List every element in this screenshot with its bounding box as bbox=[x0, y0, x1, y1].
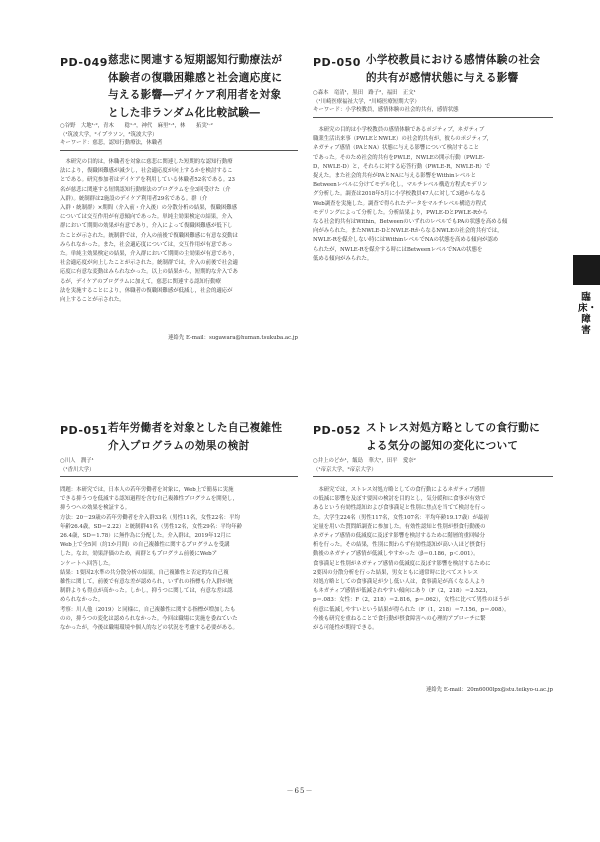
abstract-title: 若年労働者を対象とした自己複雑性 介入プログラムの効果の検討 bbox=[108, 422, 283, 452]
abstract-body: 本研究では，ストレス対処方略としての食行動によるネガティブ感情 の低減に影響を及ぼす要因の検討を目的とし，気分緩和に食事が有効で あるという有効性認知および食事満足と性別に焦点を当てて検討を行っ た。大学生224名（男性117名，女性107名：平均年齢19.17歳）が最初 定量を用いた質問紙調査に参加した。有効性認知と性別が摂食行動後の ネガティブ感情の低減度に及ぼす影響を検討するために階層的重回帰分 析を行った。その結果，性別に関わらず有効性認知が高い人ほど摂食行 動後のネガティブ感情が低減しやすかった（β＝0.186，p＜.001）。 食事満足と性別がネガティブ感情の低減度に及ぼす影響を検討するために 2要因の分散分析を行った結果，男女ともに通常時に比べてストレス 対処方略としての食事満足が少し低い人は，食事満足が高くなる人より もネガティブ感情が低減されやすい傾向にあり（F（2，218）＝2.523， p＝.083：女性：F（2，218）＝2.816，p＝.062），女性に比べて男性のほうが 有意に低減しやすいという結果が得られた（F（1，218）＝7.156，p＝.008）。 今後も研究を重ねることで食行動が摂食障害への心理的アプローチに繋 がる可能性が期待できる。 bbox=[313, 487, 510, 632]
abstract-id: PD-051 bbox=[60, 424, 108, 437]
divider bbox=[313, 117, 553, 118]
abstract-id: PD-050 bbox=[313, 56, 361, 69]
abstract-body: 本研究の目的は，休職者を対象に慈悲に関連した短期的な認知行動療 法により，復職困難感が減少し，社会適応度が向上するかを検討するこ とである。研究参加者はデイケアを利用している休職者52名である。23 名が慈悲に関連する短期認知行動療法のプログラムを全3回受けた（介 入群）。統制群は2施設のデイケア利用者29名である。群（介 入群・統制群）×期間（介入前・介入後）の分散分析の結果，復職困難感 については交互作用が有意傾向であった。単純主効果検定の結果，介入 群において期間の効果が有意であり，介入によって復職困難感が低下し たことが示された。統制群では，介入の前後で復職困難感に有意な変動は みられなかった。また，社会適応度については，交互作用が有意であっ た。単純主効果検定の結果，介入群において期間の主効果が有意であり， 社会適応度が向上したことが示された。統制群では，介入の前後で社会適 応度に有意な変動はみられなかった。以上の結果から，短期的な介入であ るが，デイケアのプログラムに加えて，慈悲に関連する認知行動療 法を実施することにより，休職者の復職困難感が低減し，社会的適応が 向上することが示された。 bbox=[60, 159, 238, 304]
contact-email: 連絡先 E-mail：sugawara@human.tsukuba.ac.jp bbox=[168, 335, 298, 341]
abstract-title: ストレス対処方略としての食行動に よる気分の認知の変化について bbox=[366, 422, 540, 452]
contact-email: 連絡先 E-mail：20m6000lpx@stu.teikyo-u.ac.jp bbox=[425, 687, 553, 693]
abstract-authors: ○川人 潤子¹ （¹香川大学） bbox=[60, 458, 95, 473]
section-tab-marker bbox=[573, 255, 600, 285]
section-tab-label: 臨床・障害 bbox=[578, 292, 598, 336]
abstract-id: PD-052 bbox=[313, 424, 361, 437]
divider bbox=[313, 476, 553, 477]
divider bbox=[60, 476, 298, 477]
abstract-authors: ○谷野 大地¹·²，青木 稔¹·³，神代 麻里²·³，林 拓実¹·² （¹筑波大学，²イプラソン，³筑波大学） キーワード：慈悲，認知行動療法，休職者 bbox=[60, 123, 213, 146]
abstract-title: 慈悲に関連する短期認知行動療法が 体験者の復職困難感と社会適応度に 与える影響―デイケア利用者を対象 とした非ランダム化比較試験― bbox=[108, 54, 283, 119]
abstract-authors: ○森本 竜清¹，黒田 路子²，福田 正文¹ （¹川崎医療福祉大学，²川崎医療短期大学） キーワード：小学校教員，感情体験の社会的共有，感情状態 bbox=[313, 90, 459, 113]
divider bbox=[60, 150, 298, 151]
abstract-id: PD-049 bbox=[60, 56, 108, 69]
abstract-body: 本研究の目的は小学校教員の感情体験であるポジティブ，ネガティブ 職業生活出来事（PWLEとNWLE）の社会的共有が，彼らのポジティブ， ネガティブ感情（PAとNA）状態に与える影響について検討すること であった。そのため社会的共有をPWLE，NWLEの開示行動（PWLE- D，NWLE-D）と，それらに対する応答行動（PWLE-R，NWLE-R）で 捉えた。また社会的共有がPAとNAに与える影響をWithinレベルと Betweenレベルに分けてモデル化し，マルチレベル構造方程式モデリン グ分析した。調査は2018年5月に小学校教員47人に対して3週からなる Web調査を実施した。調査で得られたデータをマルチレベル構造方程式 モデリングによって分析した。分析結果より，PWLE-DとPWLE-Rから なる社会的共有はWithin，BetweenのいずれのレベルでもPAの状態を高める傾 向がみられた。またNWLE-DとNWLE-RからなるNWLEの社会的共有では， NWLE-Rを媒介しない時にはWithinレベルでNAの状態を高める傾向が認め られたが，NWLE-Rを媒介する時にはBetweenレベルでNAの状態を 低める傾向がみられた。 bbox=[313, 127, 508, 262]
abstract-body: 問題：本研究では，日本人の若年労働者を対象に，Web上で簡易に実施 できる抑うつを低減する認知過程を含む自己複雑性プログラムを開発し， 抑うつへの効果を検証する。 方法：20－29歳の若年労働者を介入群33名（男性11名，女性22名：平均 年齢26.4歳，SD＝2.22）と統制群41名（男性12名，女性29名：平均年齢 26.4歳，SD＝1.78）に無作為に分配した。介入群は，2019年12月に Web上で全5回（約1か月間）の自己複雑性に関するプログラムを受講 した。なお，効果評価のため，両群ともプログラム前後にWebア ンケートへ回答した。 結果：1要因2水準の共分散分析の結果，自己複雑性と否定的な自己複 雑性に関して，前後で有意な差が認められ，いずれの指標も介入群が統 制群よりも得点が高かった。しかし，抑うつに関しては，有意な差は認 められなかった。 考察：川人他（2019）と同様に，自己複雑性に関する指標が増加したも のの，抑うつの変化は認められなかった。今回は職場に実施を委ねていた なかったが，今後は職場環境や個人的などの状況を考慮する必要がある。 bbox=[60, 487, 242, 632]
abstract-title: 小学校教員における感情体験の社会 的共有が感情状態に与える影響 bbox=[366, 54, 541, 84]
page-number: －65－ bbox=[286, 787, 314, 795]
abstract-authors: ○井上のどか¹，飯島 華大²，田平 愛奈² （¹帝京大学，²帝京大学） bbox=[313, 458, 416, 473]
